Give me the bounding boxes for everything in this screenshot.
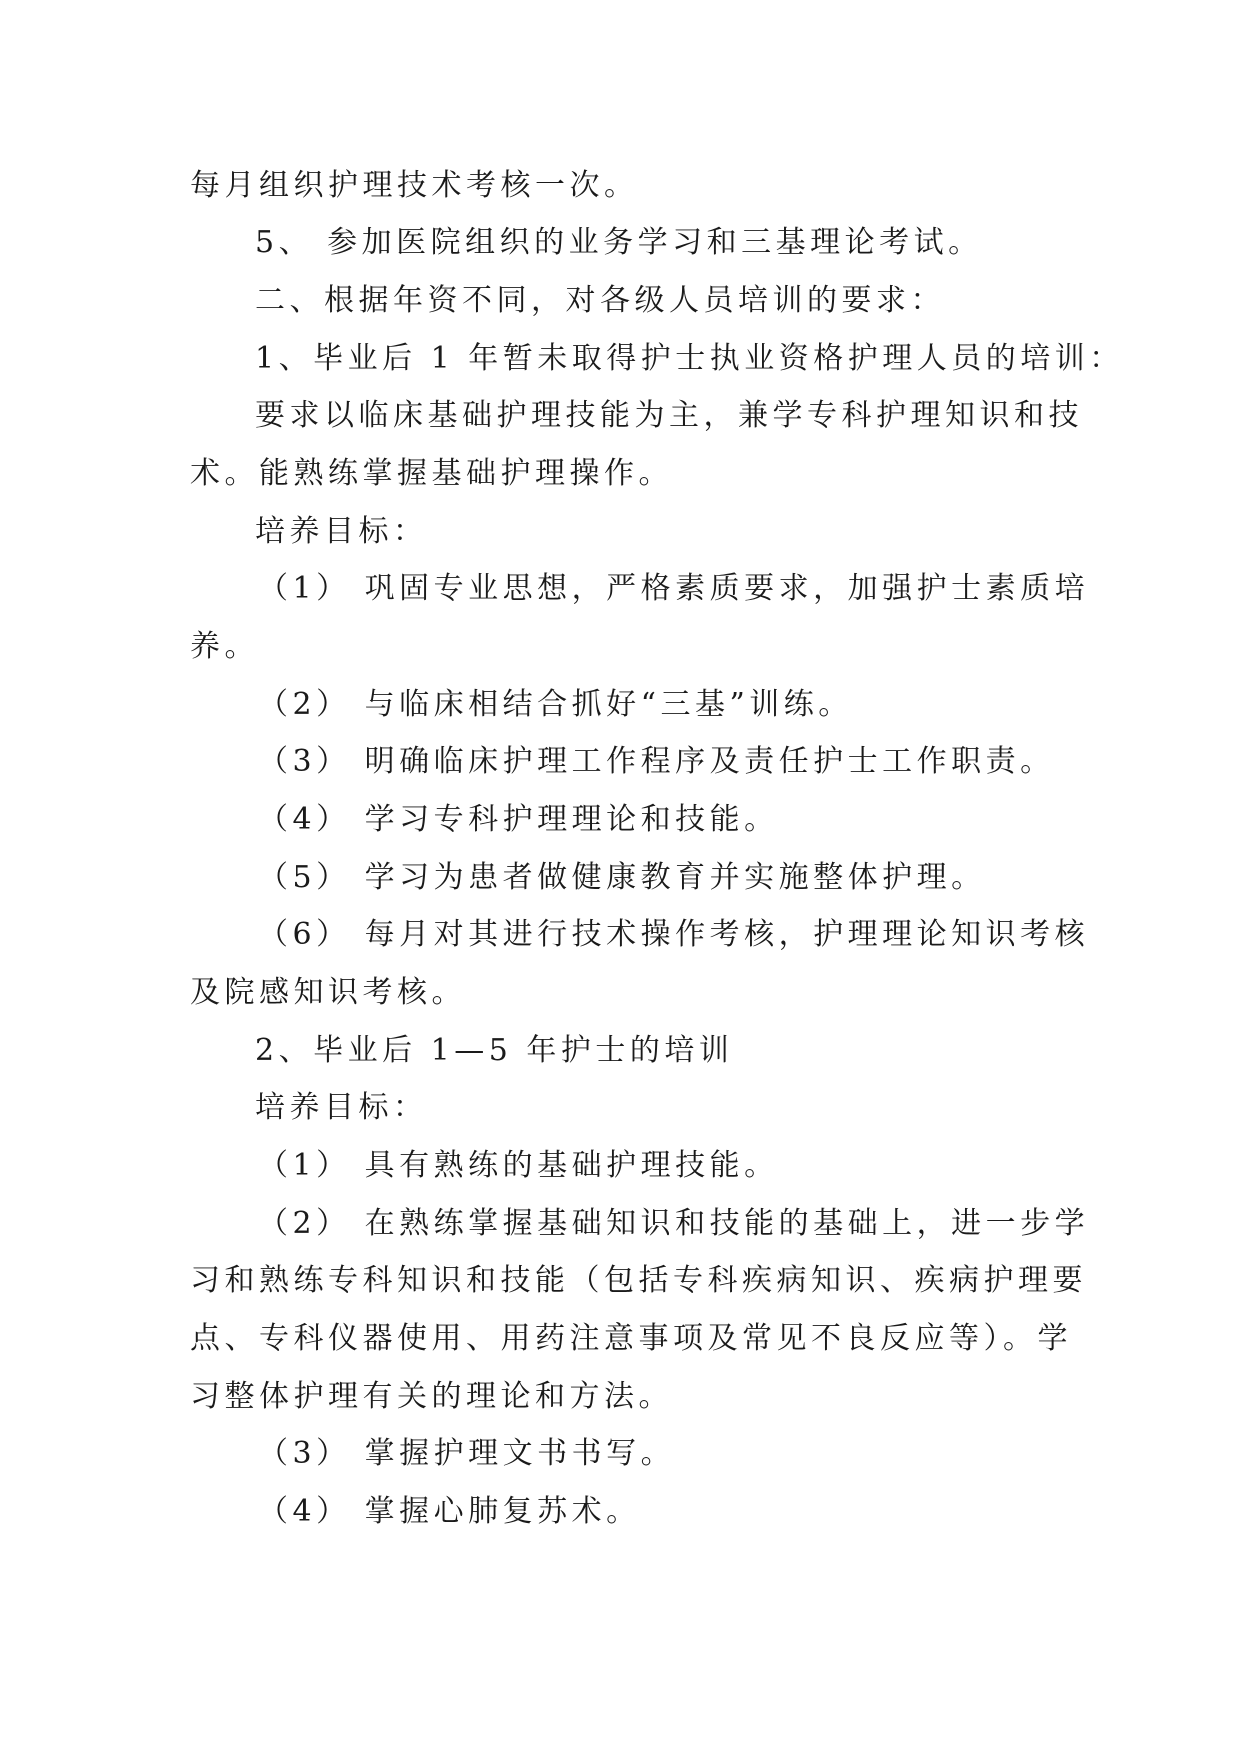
text-line-4: 1、毕业后 1 年暂未取得护士执业资格护理人员的培训： [255,341,1124,376]
text-line-15: 及院感知识考核。 [190,975,466,1010]
text-line-3: 二、根据年资不同，对各级人员培训的要求： [255,283,945,318]
text-line-24: （4） 掌握心肺复苏术。 [258,1494,641,1529]
text-line-9: 养。 [190,629,259,664]
text-line-13: （5） 学习为患者做健康教育并实施整体护理。 [258,860,986,895]
text-line-16: 2、毕业后 1—5 年护士的培训 [255,1033,734,1068]
text-line-18: （1） 具有熟练的基础护理技能。 [258,1148,779,1183]
text-line-8: （1） 巩固专业思想，严格素质要求，加强护士素质培 [258,571,1090,606]
text-line-22: 习整体护理有关的理论和方法。 [190,1379,673,1414]
text-line-1: 每月组织护理技术考核一次。 [190,168,639,203]
text-line-20: 习和熟练专科知识和技能（包括专科疾病知识、疾病护理要 [190,1263,1087,1298]
text-line-12: （4） 学习专科护理理论和技能。 [258,802,779,837]
text-line-6: 术。能熟练掌握基础护理操作。 [190,456,673,491]
text-line-11: （3） 明确临床护理工作程序及责任护士工作职责。 [258,744,1055,779]
text-line-14: （6） 每月对其进行技术操作考核，护理理论知识考核 [258,917,1090,952]
text-line-7: 培养目标： [255,514,428,549]
text-line-5: 要求以临床基础护理技能为主，兼学专科护理知识和技 [255,398,1083,433]
text-line-23: （3） 掌握护理文书书写。 [258,1436,676,1471]
text-line-19: （2） 在熟练掌握基础知识和技能的基础上，进一步学 [258,1206,1090,1241]
text-line-10: （2） 与临床相结合抓好“三基”训练。 [258,687,853,722]
text-line-21: 点、专科仪器使用、用药注意事项及常见不良反应等）。学 [190,1321,1072,1356]
text-line-2: 5、 参加医院组织的业务学习和三基理论考试。 [255,225,983,260]
text-line-17: 培养目标： [255,1090,428,1125]
